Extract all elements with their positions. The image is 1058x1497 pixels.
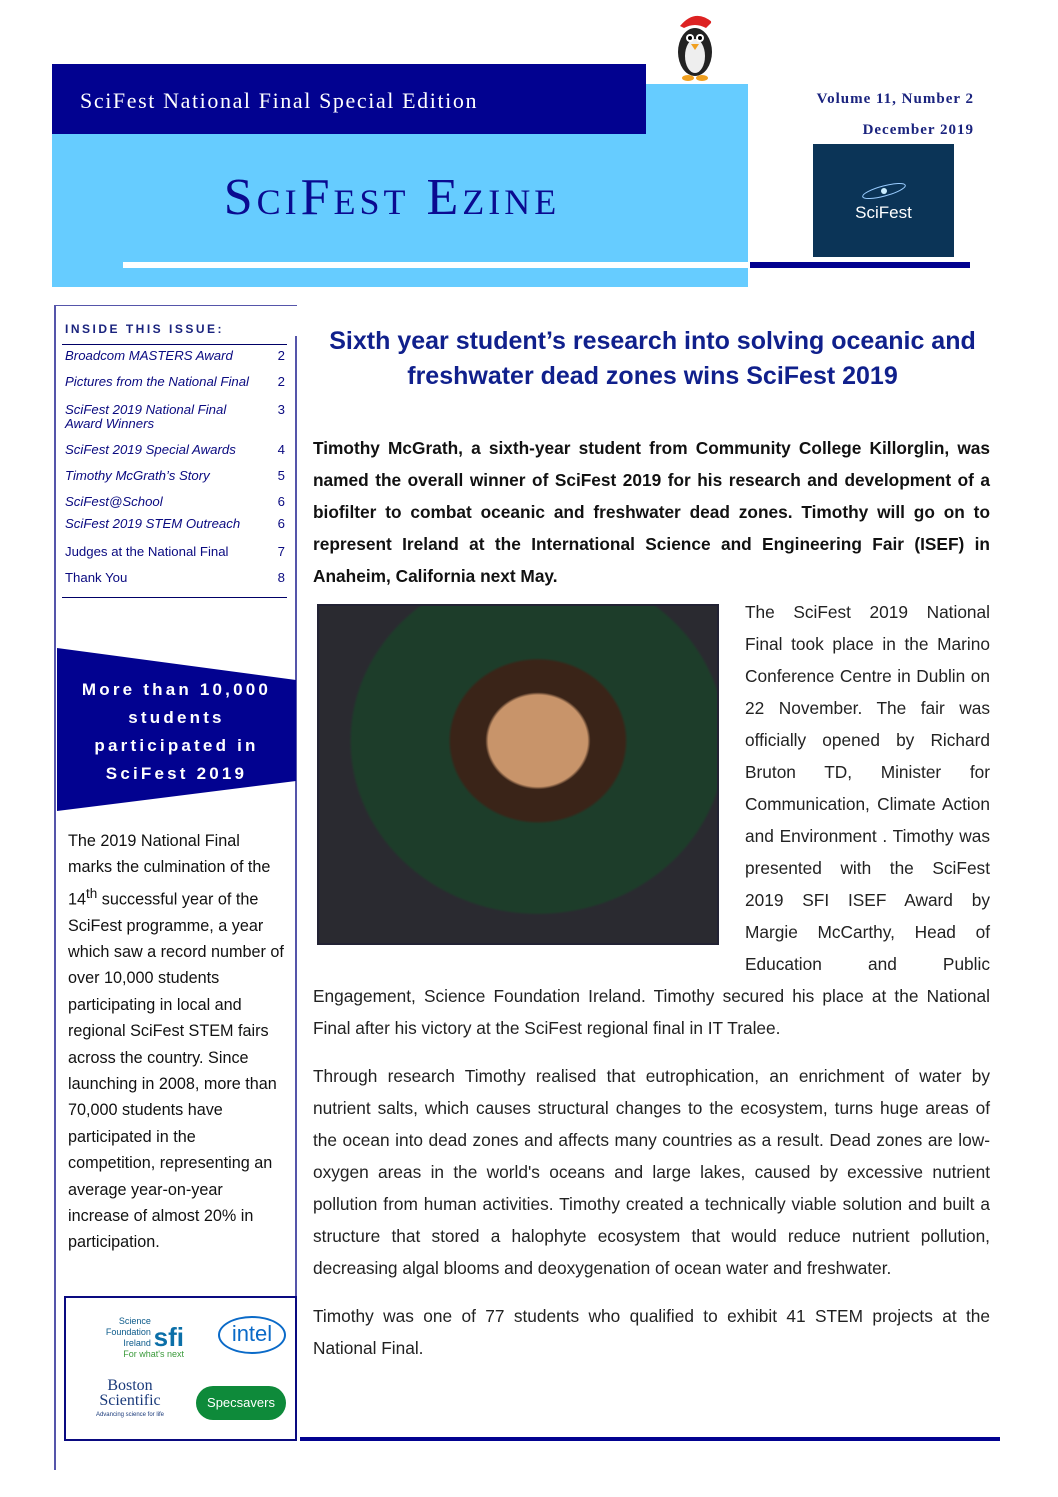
- toc-label: Broadcom MASTERS Award: [65, 348, 233, 363]
- toc-item[interactable]: [62, 545, 287, 559]
- toc-page: 6: [277, 494, 285, 509]
- article-paragraph: Timothy was one of 77 students who qualified to exhibit 41 STEM projects at the National Final.: [313, 1306, 990, 1358]
- toc-page: 4: [277, 442, 285, 457]
- toc-label: Thank You: [65, 570, 128, 585]
- toc-page: 7: [277, 544, 285, 559]
- scifest-logo: [813, 144, 954, 257]
- sponsor-logos: [64, 1296, 297, 1441]
- divider: [295, 336, 297, 1296]
- toc-page: 2: [277, 348, 285, 363]
- toc-item[interactable]: [62, 375, 287, 389]
- divider: [54, 305, 56, 1470]
- boston-scientific-logo: [80, 1378, 180, 1423]
- masthead-title: SciFest Ezine: [223, 169, 561, 226]
- volume-number: Volume 11, Number 2: [816, 91, 974, 107]
- divider: [55, 305, 297, 306]
- toc-label: SciFest 2019 STEM Outreach: [65, 516, 241, 531]
- toc-page: 8: [277, 570, 285, 585]
- boston-tagline: Advancing science for life: [95, 1412, 165, 1418]
- toc-item[interactable]: [62, 403, 287, 431]
- toc-heading: INSIDE THIS ISSUE:: [65, 322, 225, 336]
- atom-icon: [859, 179, 909, 203]
- specsavers-logo: Specsavers: [196, 1386, 286, 1420]
- article-headline: Sixth year student’s research into solving oceanic and freshwater dead zones wins SciFest 2019: [329, 327, 976, 390]
- sfi-text: Science Foundation Ireland: [105, 1316, 151, 1348]
- toc-label: Timothy McGrath’s Story: [65, 468, 210, 483]
- sidebar-text: The 2019 National Final marks the culmination of the 14: [68, 832, 271, 909]
- article-paragraph: The SciFest 2019 National Final took place in the Marino Conference Centre in Dublin on 22 November. The fair was officially opened by Richard Bruton TD, Minister for Communication, Climate Action and Environment . Timothy was presented with the SciFest 2019 SFI ISEF Award by Margie McCarthy, Head of Education and Public Engagement, Science Foundation Ireland. Timothy secured his place at the National Final after his victory at the SciFest regional final in IT Tralee.: [313, 602, 990, 1038]
- divider: [300, 1437, 1000, 1441]
- toc-label: Pictures from the National Final: [65, 374, 249, 389]
- callout-text: More than 10,000 students participated in SciFest 2019: [81, 680, 272, 783]
- article-paragraph: Through research Timothy realised that eutrophication, an enrichment of water by nutrient salts, which causes structural changes to the ecosystem, turns huge areas of the ocean into dead zones and affects many countries as a result. Dead zones are low-oxygen areas in the world's oceans and large lakes, caused by excessive nutrient pollution from human activities. Timothy created a technically viable solution and built a structure that stored a halophyte ecosystem that would reduce nutrient pollution, decreasing algal blooms and deoxygenation of ocean water and freshwater.: [313, 1066, 990, 1278]
- article-body: [313, 432, 990, 1380]
- penguin-santa-icon: [670, 8, 720, 82]
- toc-item[interactable]: [62, 443, 287, 457]
- toc-page: 3: [277, 402, 285, 417]
- intel-logo: intel: [218, 1316, 286, 1354]
- toc-item[interactable]: [62, 469, 287, 483]
- logo-text: SciFest: [855, 202, 912, 222]
- toc-label: SciFest@School: [65, 494, 163, 509]
- toc-label: SciFest 2019 Special Awards: [65, 442, 236, 457]
- sidebar-text: successful year of the SciFest programme, a year which saw a record number of over 10,000 students participating in local and regional SciFest STEM fairs across the country. Since launching in 2008, more than 70,000 students have participated in the competition, representing an average year-on-year increase of almost 20% in participation.: [68, 890, 284, 1252]
- sidebar-paragraph: [68, 828, 286, 1256]
- toc-page: 5: [277, 468, 285, 483]
- toc-item[interactable]: [62, 349, 287, 363]
- toc-item[interactable]: [62, 571, 287, 585]
- toc-label: SciFest 2019 National Final Award Winners: [65, 402, 227, 431]
- toc-item[interactable]: [62, 495, 287, 509]
- divider: [750, 262, 970, 268]
- edition-text: SciFest National Final Special Edition: [80, 88, 479, 113]
- issue-date: December 2019: [862, 122, 974, 138]
- sidebar-text: th: [86, 885, 98, 901]
- sfi-logo: Science Foundation Ireland sfi For what's next: [74, 1316, 184, 1360]
- table-of-contents: [62, 344, 287, 598]
- issue-info: [817, 84, 974, 146]
- divider: [123, 262, 748, 268]
- edition-banner: [52, 64, 646, 134]
- toc-page: 2: [277, 374, 285, 389]
- sfi-tagline: For what's next: [123, 1349, 184, 1359]
- toc-item[interactable]: [62, 517, 287, 531]
- article-lead: Timothy McGrath, a sixth-year student from Community College Killorglin, was named the overall winner of SciFest 2019 for his research and development of a biofilter to combat oceanic and freshwater dead zones. Timothy will go on to represent Ireland at the International Science and Engineering Fair (ISEF) in Anaheim, California next May.: [313, 438, 990, 586]
- toc-label: Judges at the National Final: [65, 544, 229, 559]
- boston-text: Boston Scientific: [99, 1377, 161, 1409]
- toc-page: 6: [277, 516, 285, 531]
- winner-photo: [317, 604, 719, 945]
